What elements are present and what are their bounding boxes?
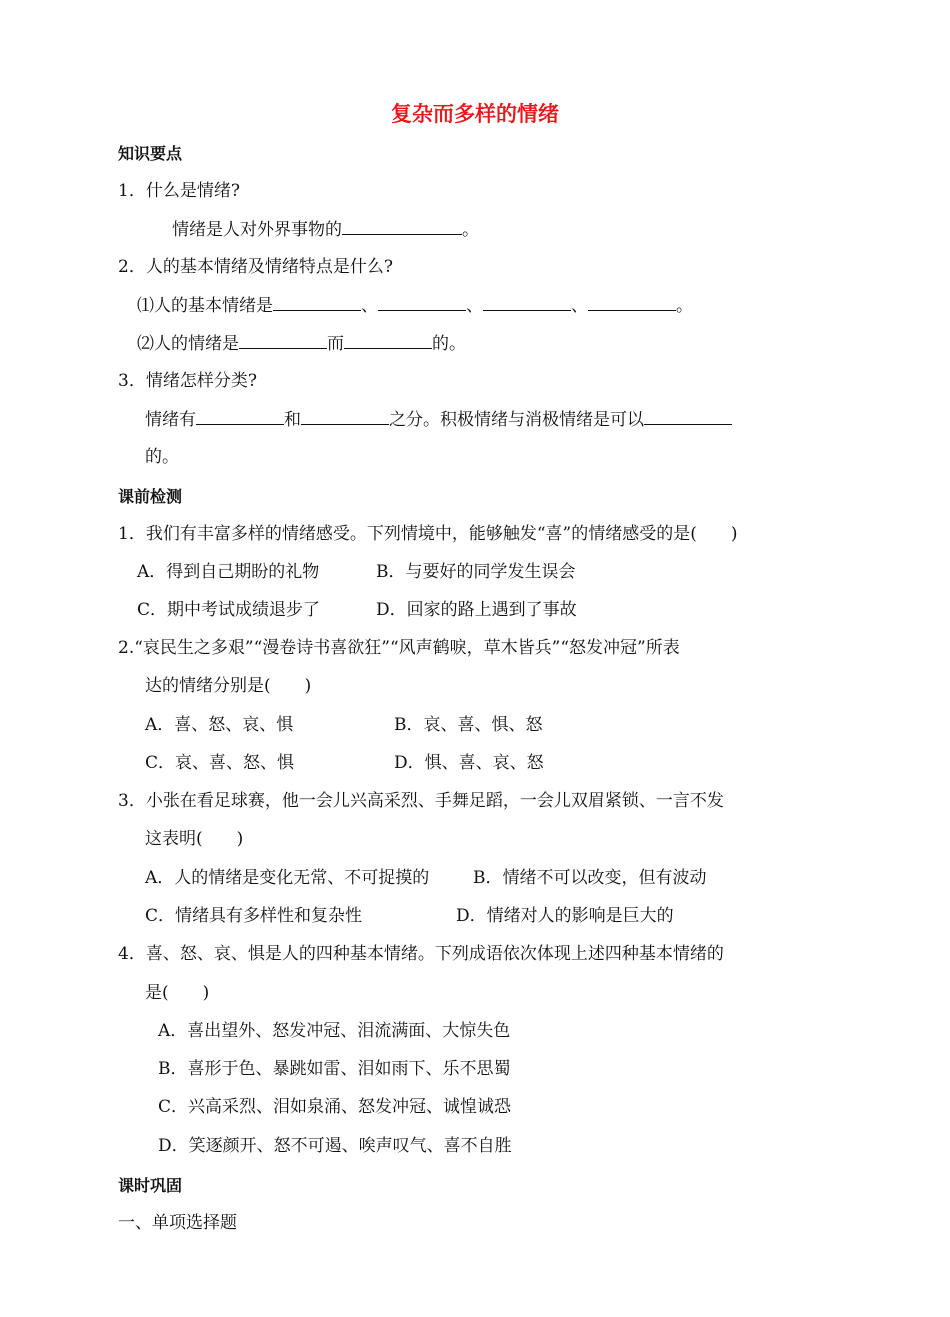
option-4-d[interactable]: D．笑逐颜开、怒不可遏、唉声叹气、喜不自胜 bbox=[158, 1136, 512, 1156]
section-heading-pretest: 课前检测 bbox=[118, 487, 183, 506]
option-4-b[interactable]: B．喜形于色、暴跳如雷、泪如雨下、乐不思蜀 bbox=[158, 1059, 511, 1079]
knowledge-question-1: 1．什么是情绪? bbox=[118, 181, 240, 201]
pretest-question-2-cont: 达的情绪分别是( ) bbox=[145, 676, 312, 696]
fill-blank[interactable] bbox=[344, 331, 432, 349]
fill-blank[interactable] bbox=[588, 293, 676, 311]
fill-blank[interactable] bbox=[342, 217, 462, 235]
option-2-a[interactable]: A．喜、怒、哀、惧 bbox=[145, 715, 294, 735]
option-2-b[interactable]: B．哀、喜、惧、怒 bbox=[394, 715, 543, 735]
section-heading-consolidate: 课时巩固 bbox=[118, 1176, 183, 1195]
fill-blank[interactable] bbox=[239, 331, 327, 349]
pretest-question-3-cont: 这表明( ) bbox=[145, 829, 244, 849]
fill-blank[interactable] bbox=[301, 407, 389, 425]
fill-blank[interactable] bbox=[378, 293, 466, 311]
option-4-c[interactable]: C．兴高采烈、泪如泉涌、怒发冲冠、诚惶诚恐 bbox=[158, 1097, 512, 1117]
knowledge-answer-2-2: ⑵人的情绪是 而 的。 bbox=[137, 331, 466, 356]
knowledge-question-2: 2．人的基本情绪及情绪特点是什么? bbox=[118, 257, 393, 277]
option-2-c[interactable]: C．哀、喜、怒、惧 bbox=[145, 753, 295, 773]
option-3-c[interactable]: C．情绪具有多样性和复杂性 bbox=[145, 906, 363, 926]
knowledge-answer-3-cont: 的。 bbox=[145, 447, 179, 467]
pretest-question-1: 1．我们有丰富多样的情绪感受。下列情境中，能够触发“喜”的情绪感受的是( ) bbox=[118, 524, 738, 544]
pretest-question-4-cont: 是( ) bbox=[145, 983, 210, 1003]
knowledge-answer-2-1: ⑴人的基本情绪是 、 、 、 。 bbox=[137, 293, 693, 318]
pretest-question-2: 2.“哀民生之多艰”“漫卷诗书喜欲狂”“风声鹤唳，草木皆兵”“怒发冲冠”所表 bbox=[118, 638, 680, 658]
option-3-a[interactable]: A．人的情绪是变化无常、不可捉摸的 bbox=[145, 868, 430, 888]
page-title: 复杂而多样的情绪 bbox=[391, 102, 559, 126]
option-1-b[interactable]: B．与要好的同学发生误会 bbox=[376, 562, 576, 582]
option-3-d[interactable]: D．情绪对人的影响是巨大的 bbox=[456, 906, 674, 926]
option-1-c[interactable]: C．期中考试成绩退步了 bbox=[137, 600, 321, 620]
fill-blank[interactable] bbox=[644, 407, 732, 425]
knowledge-question-3: 3．情绪怎样分类? bbox=[118, 371, 257, 391]
pretest-question-3: 3．小张在看足球赛，他一会儿兴高采烈、手舞足蹈，一会儿双眉紧锁、一言不发 bbox=[118, 791, 724, 811]
section-heading-knowledge: 知识要点 bbox=[118, 144, 183, 163]
option-1-d[interactable]: D．回家的路上遇到了事故 bbox=[376, 600, 577, 620]
fill-blank[interactable] bbox=[196, 407, 284, 425]
pretest-question-4: 4．喜、怒、哀、惧是人的四种基本情绪。下列成语依次体现上述四种基本情绪的 bbox=[118, 944, 724, 964]
option-1-a[interactable]: A．得到自己期盼的礼物 bbox=[137, 562, 320, 582]
knowledge-answer-1: 情绪是人对外界事物的 。 bbox=[172, 217, 479, 242]
option-2-d[interactable]: D．惧、喜、哀、怒 bbox=[394, 753, 544, 773]
fill-blank[interactable] bbox=[483, 293, 571, 311]
fill-blank[interactable] bbox=[273, 293, 361, 311]
option-3-b[interactable]: B．情绪不可以改变，但有波动 bbox=[473, 868, 707, 888]
knowledge-answer-3: 情绪有 和 之分。积极情绪与消极情绪是可以 bbox=[145, 407, 732, 432]
option-4-a[interactable]: A．喜出望外、怒发冲冠、泪流满面、大惊失色 bbox=[158, 1021, 511, 1041]
part-heading-single-choice: 一、单项选择题 bbox=[118, 1213, 237, 1233]
